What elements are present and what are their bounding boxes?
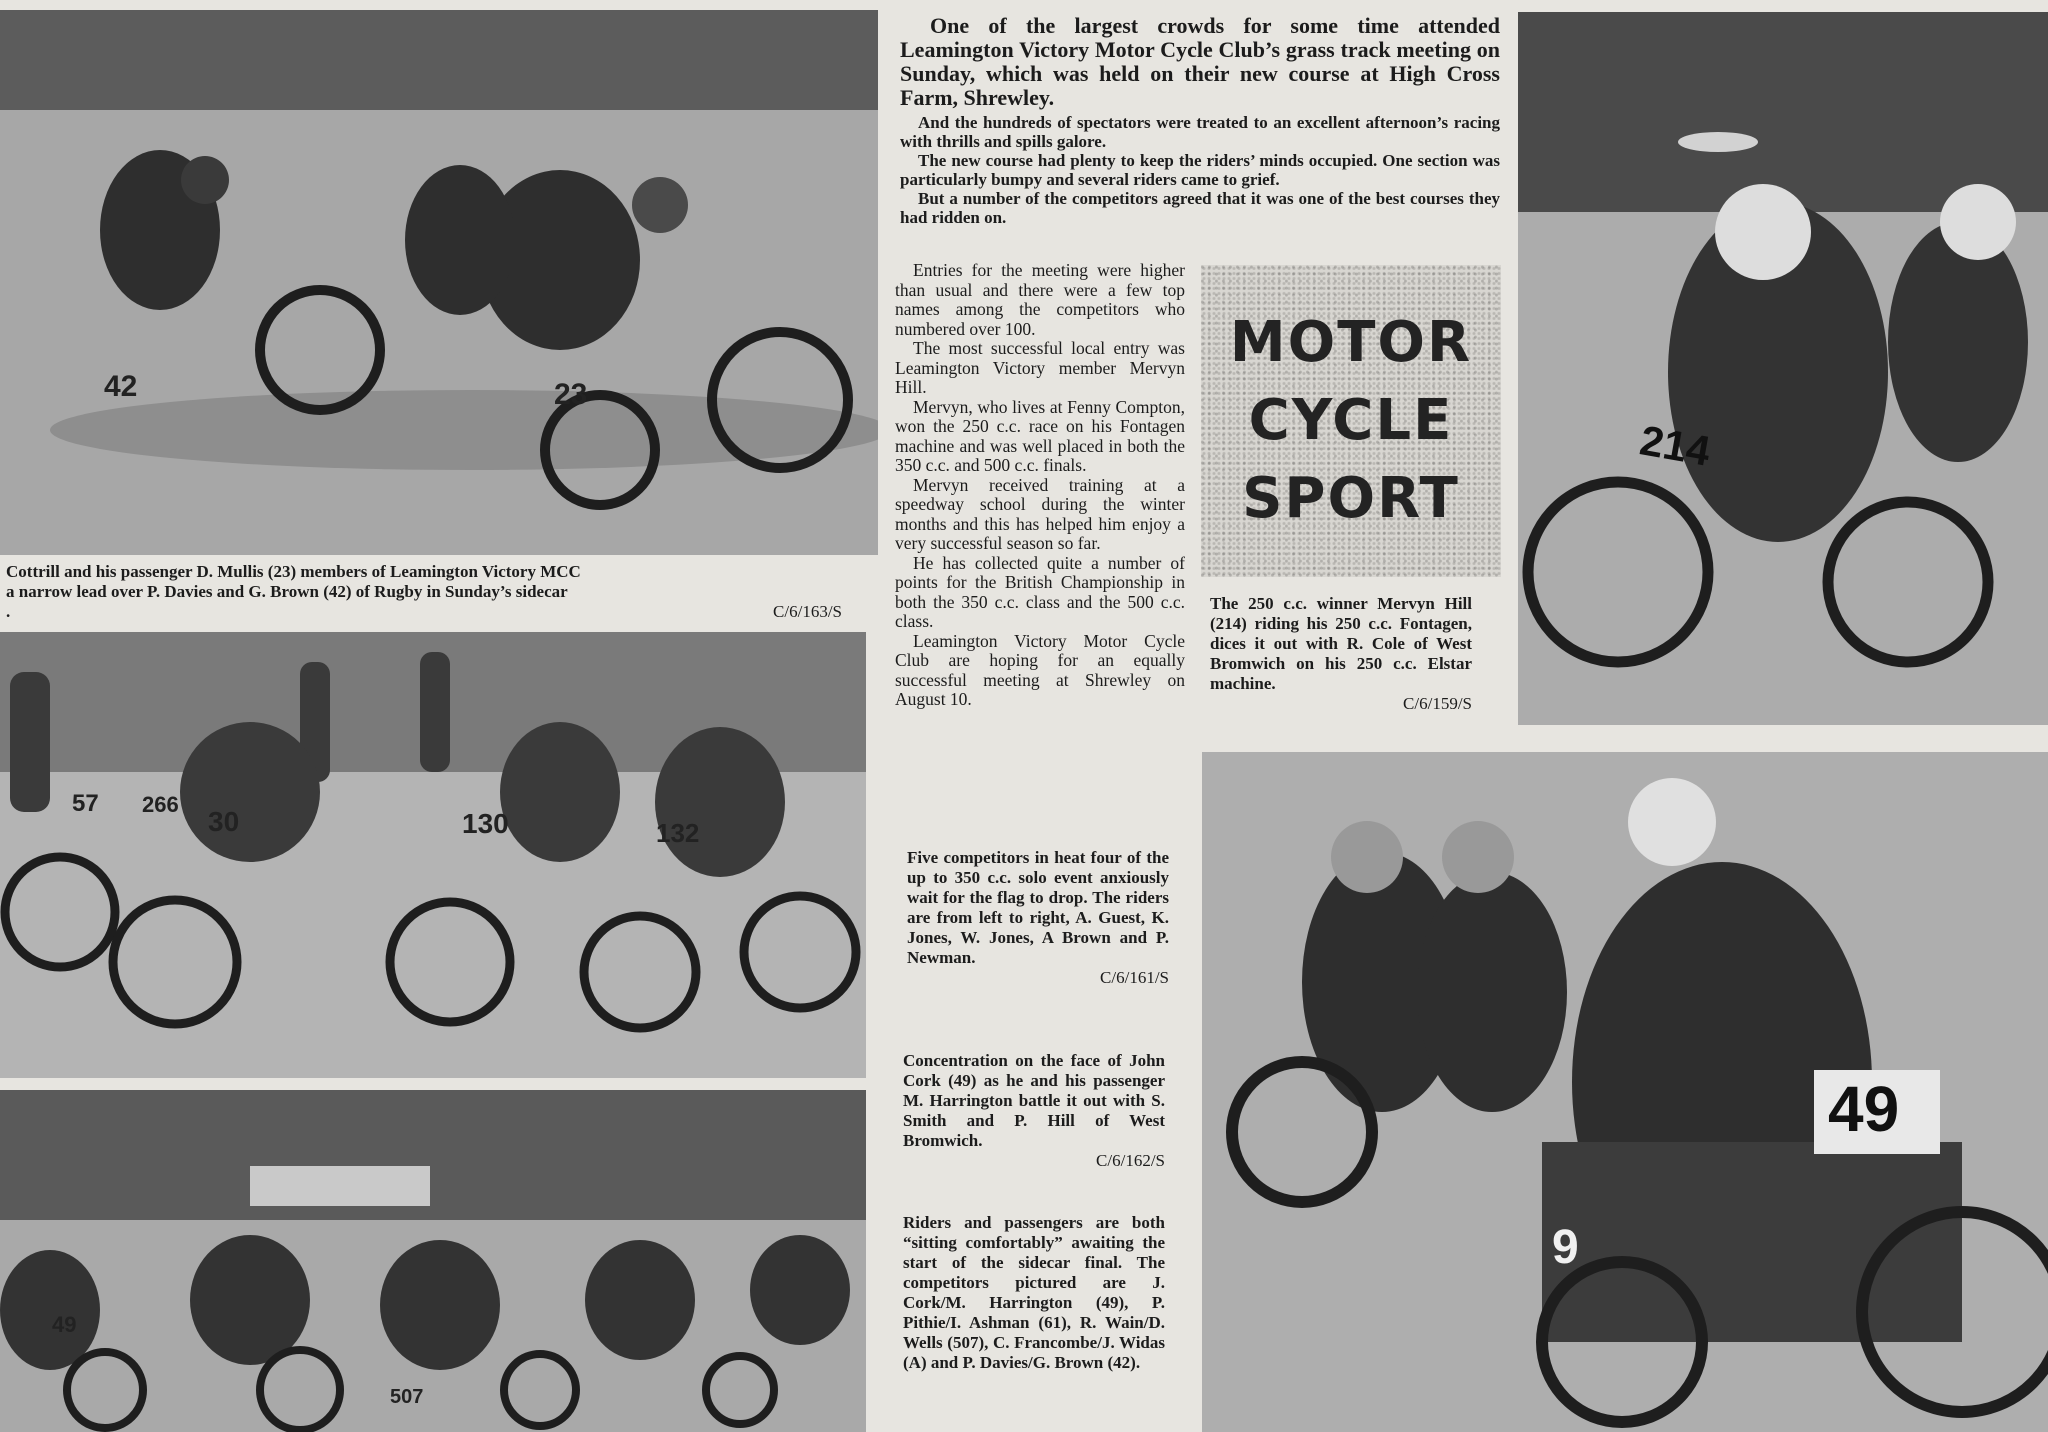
article-paragraph: Mervyn, who lives at Fenny Compton, won the 250 c.c. race on his Fontagen machine and was well placed in both the 350 c.c. and 500 c.c. finals. [895,396,1185,475]
article-lead: One of the largest crowds for some time attended Leamington Victory Motor Cycle Club’s grass track meeting on Sunday, which was held on their new course at High Cross Farm, Shrewley. [900,13,1500,110]
caption-line: a narrow lead over P. Davies and G. Brown (42) of Rugby in Sunday’s sidecar [6,582,568,601]
photo-number: 30 [208,806,240,837]
caption-sidecar-lead [6,562,842,622]
photo-john-cork [1202,752,2048,1432]
article-paragraph: He has collected quite a number of points for the British Championship in both the 350 c.c. class and the 500 c.c. class. [895,552,1185,631]
photo-number: 42 [104,370,138,403]
caption-text: Five competitors in heat four of the up to 350 c.c. solo event anxiously wait for the flag to drop. The riders are from left to right, A. Guest, K. Jones, W. Jones, A Brown and P. Newman. [907,848,1169,967]
heading-word: CYCLE [1248,388,1454,453]
photo-number: 9 [1552,1221,1579,1274]
photo-sidecar-final [0,1090,866,1432]
photo-number: 49 [52,1312,77,1337]
photo-number: 507 [390,1386,424,1408]
photo-number: 214 [1636,416,1714,475]
article-paragraph: And the hundreds of spectators were treated to an excellent afternoon’s racing with thrills and spills galore. [900,113,1500,151]
article-paragraph: The most successful local entry was Leamington Victory member Mervyn Hill. [895,338,1185,397]
photo-reference: C/6/161/S [1100,968,1169,987]
photo-number: 57 [72,790,99,817]
article-paragraph: Mervyn received training at a speedway school during the winter months and this has helped him enjoy a very successful season so far. [895,474,1185,553]
photo-number: 49 [1828,1073,1900,1145]
section-heading-box [1201,265,1501,577]
photo-number: 130 [462,808,509,839]
photo-solo-start [0,632,866,1078]
caption-riders-passengers [903,1213,1165,1373]
article-paragraph: Entries for the meeting were higher than usual and there were a few top names among the competitors who numbered over 100. [895,260,1185,339]
article-paragraph: Leamington Victory Motor Cycle Club are hoping for an equally successful meeting at Shrewley on August 10. [895,630,1185,709]
article-paragraph: The new course had plenty to keep the riders’ minds occupied. One section was particularly bumpy and several riders came to grief. [900,151,1500,189]
article-intro [900,113,1500,227]
photo-sidecar-race [0,10,878,555]
caption-concentration [903,1051,1165,1171]
caption-line: Cottrill and his passenger D. Mullis (23) members of Leamington Victory MCC [6,562,581,581]
photo-number: 266 [142,792,179,817]
caption-text: Concentration on the face of John Cork (49) as he and his passenger M. Harrington battle it out with S. Smith and P. Hill of West Bromwich. [903,1051,1165,1150]
photo-number: 23 [554,378,588,411]
caption-line: . [6,602,11,621]
article-paragraph: But a number of the competitors agreed that it was one of the best courses they had ridden on. [900,189,1500,227]
heading-word: SPORT [1242,466,1460,531]
photo-reference: C/6/159/S [1403,694,1472,713]
caption-mervyn [1210,594,1472,714]
heading-word: MOTOR [1229,310,1473,375]
photo-number: 132 [656,818,700,848]
photo-reference: C/6/163/S [773,602,842,621]
photo-reference: C/6/162/S [1096,1151,1165,1170]
caption-five-competitors [907,848,1169,988]
article-column [895,261,1185,710]
photo-mervyn-hill [1518,12,2048,725]
caption-text: Riders and passengers are both “sitting comfortably” awaiting the start of the sidecar final. The competitors pictured are J. Cork/M. Harrington (49), P. Pithie/I. Ashman (61), R. Wain/D. Wells (507), C. Francombe/J. Widas (A) and P. Davies/G. Brown (42). [903,1213,1165,1372]
caption-text: The 250 c.c. winner Mervyn Hill (214) riding his 250 c.c. Fontagen, dices it out with R. Cole of West Bromwich on his 250 c.c. Elstar machine. [1210,594,1472,693]
